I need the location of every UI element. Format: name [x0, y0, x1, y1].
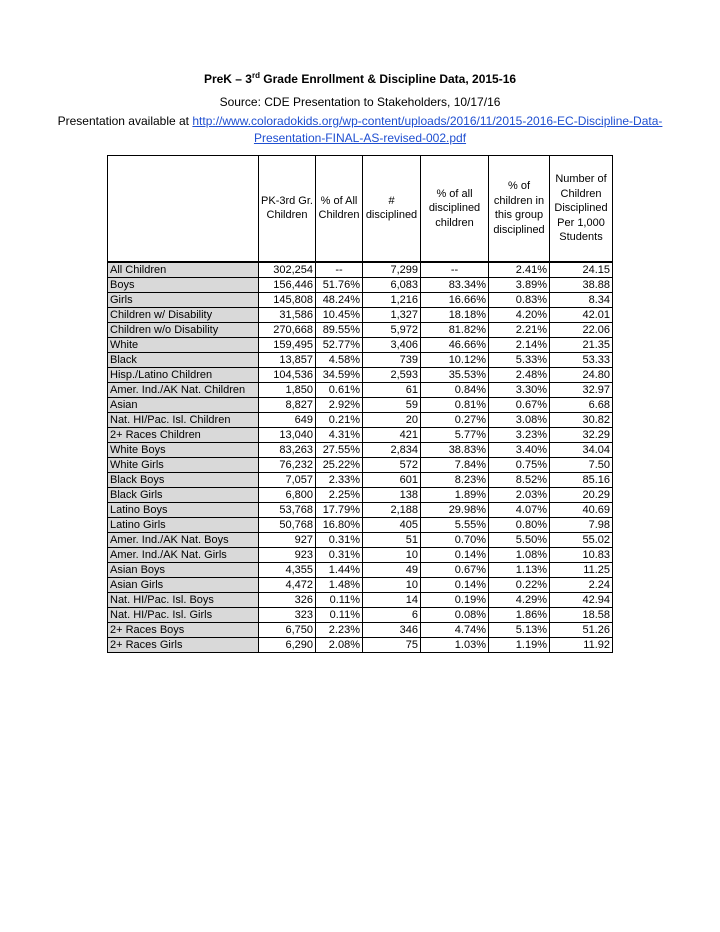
cell-pct-all: 25.22% [316, 457, 363, 472]
cell-num-disciplined: 51 [363, 532, 421, 547]
cell-row-label: White Girls [108, 457, 259, 472]
cell-enrollment: 649 [259, 412, 316, 427]
cell-pct-all: 2.23% [316, 622, 363, 637]
cell-num-disciplined: 10 [363, 547, 421, 562]
cell-enrollment: 31,586 [259, 307, 316, 322]
title-text-2: Grade Enrollment & Discipline Data, 2015-16 [259, 72, 517, 86]
header-cell-per-1000: Number of Children Disciplined Per 1,000 Students [550, 156, 613, 262]
header-cell-pct-group: % of children in this group disciplined [489, 156, 550, 262]
cell-pct-disciplined: 8.23% [421, 472, 489, 487]
table-row [108, 382, 613, 397]
presentation-line [0, 114, 720, 128]
cell-pct-group: 0.80% [489, 517, 550, 532]
cell-pct-group: 1.13% [489, 562, 550, 577]
cell-pct-disciplined: 35.53% [421, 367, 489, 382]
table-row [108, 442, 613, 457]
cell-num-disciplined: 346 [363, 622, 421, 637]
cell-per-1000: 40.69 [550, 502, 613, 517]
cell-num-disciplined: 601 [363, 472, 421, 487]
cell-num-disciplined: 2,593 [363, 367, 421, 382]
cell-pct-all: 0.11% [316, 592, 363, 607]
cell-row-label: Amer. Ind./AK Nat. Children [108, 382, 259, 397]
table-row [108, 517, 613, 532]
presentation-link-continued[interactable]: Presentation-FINAL-AS-revised-002.pdf [253, 131, 467, 145]
cell-per-1000: 7.98 [550, 517, 613, 532]
cell-pct-group: 0.22% [489, 577, 550, 592]
cell-pct-group: 2.21% [489, 322, 550, 337]
cell-enrollment: 6,750 [259, 622, 316, 637]
cell-pct-disciplined: 83.34% [421, 277, 489, 292]
cell-pct-all: 17.79% [316, 502, 363, 517]
cell-pct-group: 4.29% [489, 592, 550, 607]
discipline-data-table [107, 155, 613, 653]
cell-pct-disciplined: 18.18% [421, 307, 489, 322]
cell-row-label: Children w/ Disability [108, 307, 259, 322]
cell-row-label: Nat. HI/Pac. Isl. Children [108, 412, 259, 427]
cell-num-disciplined: 59 [363, 397, 421, 412]
cell-pct-group: 0.75% [489, 457, 550, 472]
cell-enrollment: 83,263 [259, 442, 316, 457]
table-row [108, 262, 613, 278]
cell-per-1000: 42.01 [550, 307, 613, 322]
cell-enrollment: 159,495 [259, 337, 316, 352]
cell-per-1000: 38.88 [550, 277, 613, 292]
cell-enrollment: 76,232 [259, 457, 316, 472]
cell-pct-group: 4.20% [489, 307, 550, 322]
cell-pct-disciplined: 0.84% [421, 382, 489, 397]
cell-pct-all: 16.80% [316, 517, 363, 532]
cell-pct-disciplined: 7.84% [421, 457, 489, 472]
cell-pct-all: 1.48% [316, 577, 363, 592]
table-row [108, 397, 613, 412]
cell-num-disciplined: 421 [363, 427, 421, 442]
cell-pct-all: 2.08% [316, 637, 363, 652]
title-superscript: rd [251, 71, 260, 80]
cell-enrollment: 6,290 [259, 637, 316, 652]
cell-enrollment: 13,857 [259, 352, 316, 367]
cell-pct-disciplined: 0.70% [421, 532, 489, 547]
cell-pct-group: 3.89% [489, 277, 550, 292]
table-row [108, 607, 613, 622]
cell-pct-group: 1.19% [489, 637, 550, 652]
table-row [108, 532, 613, 547]
cell-pct-all: 4.31% [316, 427, 363, 442]
cell-row-label: Girls [108, 292, 259, 307]
cell-num-disciplined: 1,216 [363, 292, 421, 307]
cell-row-label: Nat. HI/Pac. Isl. Boys [108, 592, 259, 607]
cell-num-disciplined: 20 [363, 412, 421, 427]
cell-row-label: Asian Boys [108, 562, 259, 577]
cell-per-1000: 30.82 [550, 412, 613, 427]
cell-row-label: Boys [108, 277, 259, 292]
cell-pct-all: 2.33% [316, 472, 363, 487]
cell-enrollment: 7,057 [259, 472, 316, 487]
table-header-row [108, 156, 613, 262]
table-row [108, 292, 613, 307]
cell-per-1000: 7.50 [550, 457, 613, 472]
cell-per-1000: 55.02 [550, 532, 613, 547]
cell-per-1000: 42.94 [550, 592, 613, 607]
cell-pct-all: 0.31% [316, 532, 363, 547]
table-row [108, 277, 613, 292]
cell-row-label: Asian Girls [108, 577, 259, 592]
cell-pct-all: 0.21% [316, 412, 363, 427]
header-cell-blank [108, 156, 259, 262]
cell-enrollment: 13,040 [259, 427, 316, 442]
cell-pct-all: 0.31% [316, 547, 363, 562]
cell-pct-disciplined: 0.19% [421, 592, 489, 607]
table-row [108, 547, 613, 562]
table-row [108, 622, 613, 637]
cell-enrollment: 1,850 [259, 382, 316, 397]
cell-per-1000: 2.24 [550, 577, 613, 592]
cell-pct-group: 2.03% [489, 487, 550, 502]
cell-pct-disciplined: 46.66% [421, 337, 489, 352]
cell-pct-group: 1.08% [489, 547, 550, 562]
cell-enrollment: 302,254 [259, 262, 316, 278]
cell-pct-disciplined: 1.03% [421, 637, 489, 652]
cell-num-disciplined: 2,834 [363, 442, 421, 457]
cell-pct-group: 3.23% [489, 427, 550, 442]
cell-num-disciplined: 7,299 [363, 262, 421, 278]
table-row [108, 637, 613, 652]
cell-pct-all: 51.76% [316, 277, 363, 292]
cell-pct-disciplined: 0.14% [421, 577, 489, 592]
cell-row-label: Children w/o Disability [108, 322, 259, 337]
table-row [108, 472, 613, 487]
cell-pct-disciplined: 16.66% [421, 292, 489, 307]
cell-row-label: 2+ Races Girls [108, 637, 259, 652]
cell-per-1000: 18.58 [550, 607, 613, 622]
cell-num-disciplined: 1,327 [363, 307, 421, 322]
cell-num-disciplined: 6,083 [363, 277, 421, 292]
cell-per-1000: 24.15 [550, 262, 613, 278]
cell-num-disciplined: 6 [363, 607, 421, 622]
cell-per-1000: 8.34 [550, 292, 613, 307]
cell-per-1000: 11.92 [550, 637, 613, 652]
cell-per-1000: 21.35 [550, 337, 613, 352]
cell-row-label: Latino Girls [108, 517, 259, 532]
cell-per-1000: 32.29 [550, 427, 613, 442]
presentation-prefix: Presentation available at [57, 114, 193, 128]
presentation-line-2 [0, 131, 720, 145]
cell-per-1000: 32.97 [550, 382, 613, 397]
cell-pct-disciplined: -- [421, 262, 489, 278]
cell-pct-all: 10.45% [316, 307, 363, 322]
cell-pct-group: 3.08% [489, 412, 550, 427]
cell-pct-group: 3.40% [489, 442, 550, 457]
cell-row-label: Black Girls [108, 487, 259, 502]
cell-num-disciplined: 739 [363, 352, 421, 367]
cell-per-1000: 22.06 [550, 322, 613, 337]
cell-pct-disciplined: 10.12% [421, 352, 489, 367]
cell-num-disciplined: 5,972 [363, 322, 421, 337]
cell-pct-all: 2.92% [316, 397, 363, 412]
table-row [108, 562, 613, 577]
cell-pct-disciplined: 5.55% [421, 517, 489, 532]
cell-per-1000: 53.33 [550, 352, 613, 367]
page-title [0, 72, 720, 86]
cell-pct-group: 8.52% [489, 472, 550, 487]
cell-pct-all: -- [316, 262, 363, 278]
cell-num-disciplined: 75 [363, 637, 421, 652]
cell-pct-group: 5.13% [489, 622, 550, 637]
header-cell-pct-disciplined: % of all disciplined children [421, 156, 489, 262]
cell-pct-all: 52.77% [316, 337, 363, 352]
cell-pct-all: 0.11% [316, 607, 363, 622]
cell-pct-disciplined: 0.67% [421, 562, 489, 577]
cell-pct-group: 1.86% [489, 607, 550, 622]
cell-enrollment: 927 [259, 532, 316, 547]
cell-pct-disciplined: 29.98% [421, 502, 489, 517]
cell-num-disciplined: 138 [363, 487, 421, 502]
title-text-1: PreK – 3 [203, 72, 252, 86]
table-row [108, 457, 613, 472]
cell-pct-all: 34.59% [316, 367, 363, 382]
cell-pct-all: 89.55% [316, 322, 363, 337]
cell-enrollment: 4,355 [259, 562, 316, 577]
cell-per-1000: 20.29 [550, 487, 613, 502]
cell-enrollment: 6,800 [259, 487, 316, 502]
cell-num-disciplined: 405 [363, 517, 421, 532]
cell-per-1000: 11.25 [550, 562, 613, 577]
cell-pct-group: 5.50% [489, 532, 550, 547]
cell-per-1000: 34.04 [550, 442, 613, 457]
table-row [108, 352, 613, 367]
cell-pct-group: 0.67% [489, 397, 550, 412]
table-row [108, 307, 613, 322]
cell-enrollment: 50,768 [259, 517, 316, 532]
cell-per-1000: 51.26 [550, 622, 613, 637]
cell-row-label: Amer. Ind./AK Nat. Boys [108, 532, 259, 547]
cell-enrollment: 323 [259, 607, 316, 622]
cell-num-disciplined: 10 [363, 577, 421, 592]
cell-row-label: Asian [108, 397, 259, 412]
cell-per-1000: 24.80 [550, 367, 613, 382]
presentation-link[interactable]: http://www.coloradokids.org/wp-content/uploads/2016/11/2015-2016-EC-Discipline-Data- [192, 114, 663, 128]
cell-pct-disciplined: 0.81% [421, 397, 489, 412]
cell-num-disciplined: 572 [363, 457, 421, 472]
table-row [108, 502, 613, 517]
cell-row-label: White Boys [108, 442, 259, 457]
table-row [108, 592, 613, 607]
table-row [108, 487, 613, 502]
cell-num-disciplined: 2,188 [363, 502, 421, 517]
cell-enrollment: 326 [259, 592, 316, 607]
cell-row-label: Hisp./Latino Children [108, 367, 259, 382]
cell-row-label: Nat. HI/Pac. Isl. Girls [108, 607, 259, 622]
cell-pct-disciplined: 0.14% [421, 547, 489, 562]
cell-enrollment: 4,472 [259, 577, 316, 592]
cell-enrollment: 270,668 [259, 322, 316, 337]
cell-pct-disciplined: 0.27% [421, 412, 489, 427]
cell-pct-group: 3.30% [489, 382, 550, 397]
cell-num-disciplined: 61 [363, 382, 421, 397]
cell-num-disciplined: 49 [363, 562, 421, 577]
cell-pct-all: 1.44% [316, 562, 363, 577]
table-row [108, 577, 613, 592]
cell-enrollment: 53,768 [259, 502, 316, 517]
cell-pct-disciplined: 0.08% [421, 607, 489, 622]
cell-pct-disciplined: 81.82% [421, 322, 489, 337]
cell-row-label: Latino Boys [108, 502, 259, 517]
cell-pct-group: 2.48% [489, 367, 550, 382]
cell-per-1000: 6.68 [550, 397, 613, 412]
table-row [108, 367, 613, 382]
cell-pct-group: 2.14% [489, 337, 550, 352]
cell-pct-all: 27.55% [316, 442, 363, 457]
cell-pct-all: 2.25% [316, 487, 363, 502]
cell-per-1000: 10.83 [550, 547, 613, 562]
cell-enrollment: 145,808 [259, 292, 316, 307]
cell-row-label: Black Boys [108, 472, 259, 487]
cell-enrollment: 923 [259, 547, 316, 562]
header-cell-pct-all: % of All Children [316, 156, 363, 262]
cell-pct-group: 0.83% [489, 292, 550, 307]
cell-row-label: White [108, 337, 259, 352]
cell-pct-disciplined: 38.83% [421, 442, 489, 457]
cell-num-disciplined: 3,406 [363, 337, 421, 352]
cell-enrollment: 156,446 [259, 277, 316, 292]
cell-pct-all: 0.61% [316, 382, 363, 397]
cell-pct-disciplined: 4.74% [421, 622, 489, 637]
table-row [108, 427, 613, 442]
cell-row-label: 2+ Races Children [108, 427, 259, 442]
cell-per-1000: 85.16 [550, 472, 613, 487]
header-cell-enrollment: PK-3rd Gr. Children [259, 156, 316, 262]
cell-enrollment: 104,536 [259, 367, 316, 382]
table-row [108, 322, 613, 337]
table-row [108, 337, 613, 352]
cell-row-label: Black [108, 352, 259, 367]
cell-pct-disciplined: 5.77% [421, 427, 489, 442]
cell-pct-group: 5.33% [489, 352, 550, 367]
cell-pct-all: 48.24% [316, 292, 363, 307]
cell-pct-group: 2.41% [489, 262, 550, 278]
cell-enrollment: 8,827 [259, 397, 316, 412]
cell-pct-group: 4.07% [489, 502, 550, 517]
cell-row-label: Amer. Ind./AK Nat. Girls [108, 547, 259, 562]
cell-pct-disciplined: 1.89% [421, 487, 489, 502]
cell-num-disciplined: 14 [363, 592, 421, 607]
cell-row-label: 2+ Races Boys [108, 622, 259, 637]
cell-row-label: All Children [108, 262, 259, 278]
cell-pct-all: 4.58% [316, 352, 363, 367]
table-row [108, 412, 613, 427]
header-cell-num-disciplined: # disciplined [363, 156, 421, 262]
source-line: Source: CDE Presentation to Stakeholders, 10/17/16 [219, 95, 501, 109]
